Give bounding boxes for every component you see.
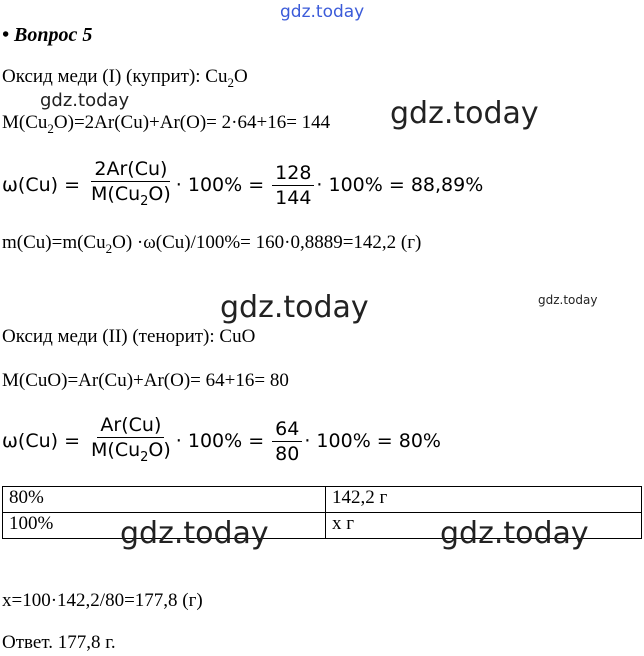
answer-line: Ответ. 177,8 г. — [2, 632, 116, 653]
fraction-2: $\frac{64}{80}$ — [272, 418, 302, 465]
formula-lhs: ω(Cu) = — [2, 430, 81, 453]
table-cell: 100% — [3, 513, 326, 539]
table-cell: 80% — [3, 487, 326, 513]
watermark-top: gdz.today — [280, 2, 365, 22]
question-heading: • Вопрос 5 — [2, 24, 93, 46]
formula-lhs: ω(Cu) = — [2, 174, 81, 197]
watermark-3: gdz.today — [220, 290, 369, 325]
cuprite-molar-mass: $M(Cu_2O)=2Ar(Cu)+Ar(O)= 2\cdot 64+16= 144$ — [2, 112, 331, 136]
table-row — [3, 487, 642, 513]
formula-rhs: · 100% = 80% — [304, 430, 441, 453]
copper-mass-calculation: $m(Cu)=m(Cu_2O) \cdot\omega(Cu)/100\%= 160\cdot 0,8889=142,2$ (г) — [2, 232, 422, 256]
fraction-1: $\frac{2Ar(Cu)}{M(Cu_2O)}$ — [91, 158, 171, 209]
tenorite-molar-mass: M(CuO)=Ar(Cu)+Ar(O)= 64+16= 80 — [2, 370, 289, 391]
formula-rhs: · 100% = 88,89% — [316, 174, 484, 197]
cuprite-mass-fraction-formula — [2, 158, 483, 213]
cuprite-title: Оксид меди (I) (куприт): $Cu_2O$ — [2, 66, 248, 90]
tenorite-mass-fraction-formula — [2, 414, 441, 469]
formula-mid: · 100% = — [175, 174, 265, 197]
fraction-2: $\frac{128}{144}$ — [272, 162, 314, 209]
watermark-5: gdz.today — [120, 516, 269, 551]
watermark-6: gdz.today — [440, 516, 589, 551]
fraction-1: $\frac{Ar(Cu)}{M(Cu_2O)}$ — [91, 414, 171, 465]
tenorite-title: Оксид меди (II) (тенорит): CuO — [2, 326, 256, 347]
table-cell: 142,2 г — [326, 487, 642, 513]
watermark-4: gdz.today — [538, 293, 598, 307]
watermark-1: gdz.today — [40, 90, 130, 111]
formula-mid: · 100% = — [175, 430, 265, 453]
table-cell: х г — [326, 513, 642, 539]
watermark-2: gdz.today — [390, 96, 539, 131]
final-calculation: х=100·142,2/80=177,8 (г) — [2, 590, 203, 611]
